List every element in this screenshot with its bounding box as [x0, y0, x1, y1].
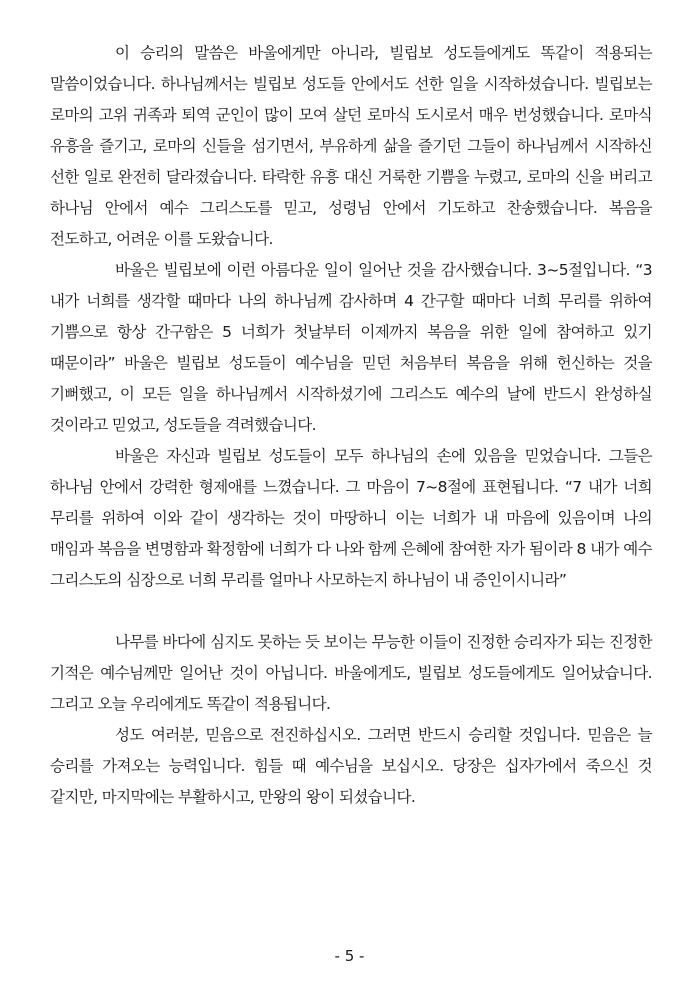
body-text: [50, 38, 652, 813]
page-number: - 5 -: [334, 947, 365, 965]
paragraph-4: 나무를 바다에 심지도 못하는 듯 보이는 무능한 이들이 진정한 승리자가 되는 진정한 기적은 예수님께만 일어난 것이 아닙니다. 바울에게도, 빌립보 성도들에게도 일어났습니다. 그리고 오늘 우리에게도 똑같이 적용됩니다.: [50, 633, 652, 713]
paragraph-5: 성도 여러분, 믿음으로 전진하십시오. 그러면 반드시 승리할 것입니다. 믿음은 늘 승리를 가져오는 능력입니다. 힘들 때 예수님을 보십시오. 당장은 십자가에서 죽으신 것 같지만, 마지막에는 부활하시고, 만왕의 왕이 되셨습니다.: [50, 726, 652, 806]
paragraph-2: 바울은 빌립보에 이런 아름다운 일이 일어난 것을 감사했습니다. 3~5절입니다. “3 내가 너희를 생각할 때마다 나의 하나님께 감사하며 4 간구할 때마다 너희 무리를 위하여 기쁨으로 항상 간구함은 5 너희가 첫날부터 이제까지 복음을 위한 일에 참여하고 있기 때문이라” 바울은 빌립보 성도들이 예수님을 믿던 처음부터 복음을 위해 헌신하는 것을 기뻐했고, 이 모든 일을 하나님께서 시작하셨기에 그리스도 예수의 날에 반드시 완성하실 것이라고 믿었고, 성도들을 격려했습니다.: [50, 261, 652, 434]
section-break: [50, 596, 652, 627]
paragraph-3: 바울은 자신과 빌립보 성도들이 모두 하나님의 손에 있음을 믿었습니다. 그들은 하나님 안에서 강력한 형제애를 느꼈습니다. 그 마음이 7~8절에 표현됩니다. “7 내가 너희 무리를 위하여 이와 같이 생각하는 것이 마땅하니 이는 너희가 내 마음에 있음이며 나의 매임과 복음을 변명함과 확정함에 너희가 다 나와 함께 은혜에 참여한 자가 됨이라 8 내가 예수 그리스도의 심장으로 너희 무리를 얼마나 사모하는지 하나님이 내 증인이시니라”: [50, 447, 652, 589]
paragraph-1: 이 승리의 말씀은 바울에게만 아니라, 빌립보 성도들에게도 똑같이 적용되는 말씀이었습니다. 하나님께서는 빌립보 성도들 안에서도 선한 일을 시작하셨습니다. 빌립보는 로마의 고위 귀족과 퇴역 군인이 많이 모여 살던 로마식 도시로서 매우 번성했습니다. 로마식 유흥을 즐기고, 로마의 신들을 섬기면서, 부유하게 삶을 즐기던 그들이 하나님께서 시작하신 선한 일로 완전히 달라졌습니다. 타락한 유흥 대신 거룩한 기쁨을 누렸고, 로마의 신을 버리고 하나님 안에서 예수 그리스도를 믿고, 성령님 안에서 기도하고 찬송했습니다. 복음을 전도하고, 어려운 이를 도왔습니다.: [50, 44, 652, 248]
